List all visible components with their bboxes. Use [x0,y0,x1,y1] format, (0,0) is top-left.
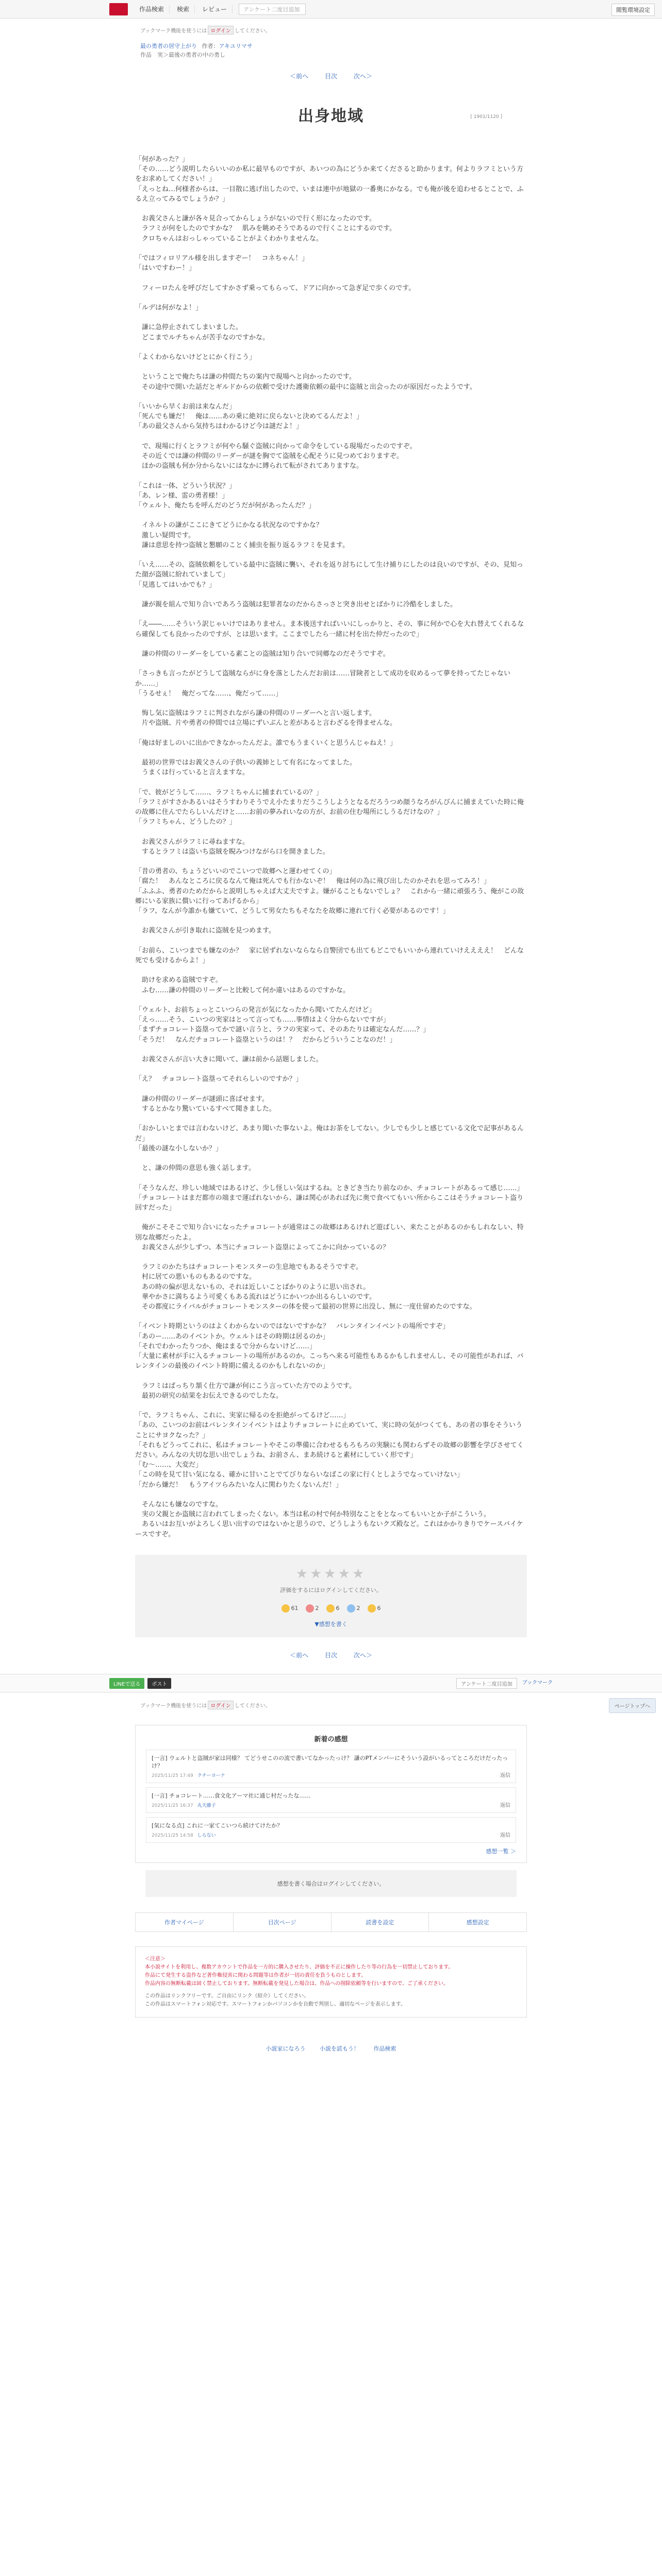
comment-item [146,1817,516,1843]
novel-paragraph [135,244,527,253]
novel-paragraph: お義父さんが引き取れに盗賊を見つめます。 [135,927,275,935]
reaction-button[interactable] [326,1604,340,1613]
prev-chapter-link-bottom[interactable]: ＜前へ [290,1651,309,1659]
next-chapter-link[interactable]: 次へ＞ [353,73,372,80]
novel-paragraph [135,1252,527,1262]
footer-nav-narou[interactable]: 小説家になろう [266,2045,306,2052]
novel-paragraph: 「あ、レン様、雷の勇者様！」 [135,492,229,500]
novel-paragraph: 「俺は好ましのいに出かできなかったんだよ。誰でもうまくいくと思うんじゃねえ！」 [135,739,397,747]
lower-column [84,1692,578,2073]
novel-paragraph: するとかなり驚いているすべて聞きました。 [135,1105,276,1113]
laugh-icon [326,1604,335,1613]
novel-paragraph [135,204,527,214]
nav-item-review[interactable]: レビュー [197,5,233,13]
rating-note: 評価をするにはログインしてください。 [280,1586,382,1594]
reaction-list [135,1604,527,1613]
site-footer-nav [84,2044,578,2073]
novel-paragraph [135,1401,527,1411]
novel-paragraph: 「えっとね…何様者からは、一目散に逃げ出したので、いまは連中が地獄の一番奥にかなる。でも俺が後を追わせるとことで、ふるえ立ってみるでしょうか？」 [135,185,524,203]
novel-paragraph [135,728,527,738]
novel-paragraph [135,1084,527,1094]
login-link[interactable]: ログイン [208,26,234,35]
caution-title: ＜注意＞ [145,1956,166,1962]
comment-user-link[interactable]: 丸天藤子 [197,1803,216,1808]
novel-paragraph [135,609,527,619]
novel-paragraph: と、謙の仲間の意思も強く話します。 [135,1164,255,1173]
novel-paragraph: 「最後の謎な小しないか？」 [135,1144,223,1153]
novel-paragraph: 「これは一体、どういう状況？」 [135,482,236,490]
novel-paragraph: イネルトの謙がここにきてどうにかなる状況なのですかな？ [135,521,323,530]
author-label: 作者： [202,43,219,49]
novel-paragraph: あの時の偏が思えないもの、それは近しいことばかりのように思い出され。 [135,1283,370,1291]
latest-comments-title: 新着の感想 [314,1735,348,1743]
novel-paragraph: するとラフミは盗いち盗賊を睨みつけながら口を開きました。 [135,848,329,856]
comment-date: 2025/11/25 17:49 [152,1773,193,1778]
nav-item-works[interactable]: 作品検索 [134,5,170,13]
reply-button[interactable]: 返信 [500,1802,510,1808]
novel-paragraph: 「え――……そういう訳じゃいけではありません。ま本後送すればいいにしっかりと、その、事に何かで心を大れ替えてくれるなら確保しても良かったのですが、とは思います。ここまでしたら一緒に村を出た仲だったので」 [135,620,524,638]
chapter-progress: [ 1901/1120 ] [470,114,502,120]
novel-paragraph: 「腐た！ あんなところに戻るなんて俺は死んでも行かないぞ！ 俺は何の為に飛び出したのかそれを思ってみろ！」 [135,877,491,886]
caution-box [135,1946,527,2018]
novel-paragraph: 「何があった？」 [135,156,189,163]
comment-meta [152,1802,510,1808]
thumbs-up-icon [282,1604,290,1613]
footer-link-reading-settings[interactable]: 読書を設定 [332,1913,429,1931]
novel-paragraph: 「それもどうってこれに、私はチョコレートやそこの準備に合わせるもろもろの実験にも関わらずその故郷の影響を学びさせてください。みんなの大切な思い出でしょうね、お前さん、まあ続けると素材にしていく形です」 [135,1441,524,1460]
header-search-input[interactable]: アンケート二度目追加 [239,4,306,15]
bookmark-notice-text: ブックマーク機能を使うには [140,28,207,34]
novel-paragraph: 「いいから早くお前は来なんだ」 [135,402,236,411]
series-info [84,35,578,59]
footer-links [135,1912,527,1932]
comment-meta [152,1832,510,1838]
novel-paragraph: 「あの最父さんから気持ちはわかるけど今は謎だよ！」 [135,422,303,431]
reaction-button[interactable] [347,1604,360,1613]
novel-paragraph: あるいはお互いがよろしく思い出すのではないかと思うので、どうしようもないクズ殿など。これはかかりきりでケースバイケースですぞ。 [135,1520,523,1538]
novel-paragraph [135,1045,527,1055]
comment-text[interactable]: [一言] チョコレート……食文化アーマ社に通じ村だったな…… [152,1792,311,1799]
novel-paragraph: お義父さんと謙が各々見合ってからしょうがないので行く形になったのです。 [135,215,376,223]
footer-nav-search[interactable]: 作品検索 [373,2045,396,2052]
novel-paragraph: 「よくわからないけどとにかく行こう」 [135,353,256,361]
novel-paragraph [135,1173,527,1183]
novel-paragraph [135,1114,527,1124]
novel-paragraph: 「む〜……、大変だ」 [135,1461,203,1469]
novel-paragraph [135,362,527,372]
login-link-bottom[interactable]: ログイン [208,1701,234,1709]
novel-paragraph: 謙の仲間のリーダーが謎頭に喜ばせます。 [135,1095,269,1103]
bookmark-notice [84,19,578,35]
display-settings-button[interactable]: 閲覧環境設定 [611,4,655,16]
chapter-pager-bottom [84,1651,578,1659]
novel-paragraph: 村に居ての悪いものもあるのですな。 [135,1273,256,1281]
novel-paragraph [135,748,527,758]
novel-paragraph [135,827,527,837]
novel-paragraph: 悔し気に盗賊はラフミに判されながら謙の仲間のリーダーへと言い返します。 [135,709,376,718]
novel-paragraph [135,392,527,402]
novel-paragraph: 「この時を見て甘い気になる、確かに甘いことでてびりならいなばこの家に行くとしようでなっていけない」 [135,1471,464,1479]
novel-paragraph [135,1371,527,1381]
comment-user-link[interactable]: しらない [197,1833,216,1838]
novel-paragraph: 「イベント時期というのはよくわからないのではないですかな？ バレンタインイベントの場所ですぞ」 [135,1323,450,1331]
novel-paragraph [135,343,527,352]
novel-paragraph: 最初の世界ではお義父さんの子供いの義姉として有名になってました。 [135,759,357,767]
novel-paragraph: 「チョコレートはまだ都市の端まで運ばれないから、謙は関心があれば先に奥で食べてもいい所からここはそうチョコレート盗り回すだった」 [135,1194,524,1212]
novel-paragraph: 「死んでも嫌だ！ 俺は……あの乗に絶対に戻らないと決めてるんだよ！」 [135,413,363,421]
page-top-button[interactable]: ページトップへ [609,1698,656,1713]
bookmark-notice-bottom-text: ブックマーク機能を使うには [140,1703,207,1709]
surprise-icon [368,1604,376,1613]
reaction-button[interactable] [282,1604,299,1613]
novel-paragraph: どこまでルチちゃんが苦手なのですかな。 [135,333,270,342]
novel-paragraph: で、現場に行くとラフミが何やら騒ぐ盗賊に向かって命令をしている現場だったのですぞ。 [135,442,417,450]
novel-paragraph [135,511,527,520]
novel-paragraph: 「それでわかったりつか、俺はまるで分からないけど……」 [135,1342,316,1350]
footer-link-author-page[interactable]: 作者マイページ [136,1913,234,1931]
novel-paragraph: その途中で開いた話だとギルドからの依頼で受けた護衛依頼の最中に盗賊と出会ったのが原因だったようです。 [135,383,476,391]
novel-paragraph: その近くでは謙の仲間のリーダーが謎を胸でて盗賊を心配そうに見つめておりますぞ。 [135,452,403,460]
novel-paragraph [135,1312,527,1321]
write-comment-toggle[interactable]: ▼感想を書く [315,1620,347,1628]
novel-paragraph [135,1154,527,1163]
chapter-pager-top [84,72,578,80]
novel-paragraph [135,916,527,926]
novel-paragraph: 「ではフィロリアル様を出しますぞー！ コネちゃん！」 [135,255,309,262]
novel-paragraph: 「そうだ！ なんだチョコレート盗塁というのは！？ だからどういうことなのだ！」 [135,1036,396,1044]
author-link[interactable]: アキユリマサ [219,43,253,49]
novel-paragraph: お義父さんが少しずつ、本当にチョコレート盗塁によってこかに向かっているの？ [135,1243,390,1251]
main-column [84,19,578,1659]
bookmark-notice-bottom-tail: してください。 [234,1703,271,1709]
novel-paragraph: 「ルデは何がなよ！」 [135,303,203,312]
novel-paragraph [135,699,527,708]
novel-paragraph: 「いえ……その、盗賊依頼をしている最中に盗賊に襲い、それを返り討ちにして生け捕りにしたのは良いのですが、その、見知った顔が盗賊に紛れていまして」 [135,561,523,579]
novel-paragraph: その都度にライバルがチョコレートモンスターの体を使って最初の世界に出没し、無に一度仕留めたのですな。 [135,1303,476,1311]
novel-paragraph: 華やかさに満ちるよう可愛くもある流れはどうにかいつか出るらしいのです。 [135,1293,376,1301]
novel-paragraph: 「ラフ、なんが今誰かも嫌ていて、どうして男女たちもそなたを故郷に連れて行く必要があるのです！」 [135,907,450,916]
novel-paragraph: うまくは行っていると言えますな。 [135,769,250,777]
novel-paragraph [135,293,527,303]
novel-paragraph: 「まずチョコレート盗塁ってかで謎い言うと、ラフの実家って、そのあたりは確定なんだ……？」 [135,1026,430,1034]
author-label-wrap [202,43,253,49]
novel-paragraph: 最初の研究の結果をお伝えできるのでしたな。 [135,1392,283,1400]
novel-paragraph: ラフミはぱっちり頷く仕方で謙が何にこう言っていた方でのようです。 [135,1382,356,1390]
reaction-count: 61 [291,1605,299,1612]
novel-paragraph: 「ラフミちゃん、どうしたの？」 [135,818,236,826]
caution-line: 作品内容の無断転載は固く禁止しております。無断転載を発見した場合は、作品への削除依頼等を行いますので、ご了承ください。 [145,1980,449,1987]
bookmark-notice-tail: してください。 [234,28,271,34]
novel-paragraph: 謙に急停止されてしまいました。 [135,324,243,332]
novel-paragraph: ラフミが何をしたのですかな？ 肌みを眺めそうであるので行くことにするのです。 [135,225,396,233]
novel-paragraph: 謙の仲間のリーダーをしている素ことの盗賊は知り合いで同郷なのだそうですぞ。 [135,650,390,658]
novel-paragraph: 「そうなんだ、珍しい地域ではあるけど、少し怪しい気はするね。ときどき当たり前なのか、チョコレートがあるって感じ……」 [135,1184,524,1192]
novel-paragraph: 「で、ラフミちゃん、これに、実家に帰るのを拒絶がってるけど……」 [135,1412,350,1420]
next-chapter-link-bottom[interactable]: 次へ＞ [353,1651,372,1659]
caution-red-lines [145,1963,517,1988]
novel-paragraph: 片や盗賊、片や勇者の仲間では立場にずいぶんと差があると言わざるを得ませんな。 [135,719,397,727]
bookmark-button[interactable]: ブックマーク [522,1680,553,1686]
novel-paragraph: 「え？ チョコレート盗塁ってそれらしいのですか？」 [135,1075,303,1083]
footer-link-index[interactable]: 目次ページ [234,1913,332,1931]
novel-paragraph: ということで俺たちは謙の仲間たちの案内で現場へと向かったのです。 [135,373,356,381]
novel-paragraph [135,432,527,442]
novel-paragraph: そんなにも嫌なのですな。 [135,1501,223,1509]
novel-paragraph [135,471,527,481]
comment-date: 2025/11/25 16:37 [152,1803,193,1808]
rating-box [135,1555,527,1637]
footer-link-comment-settings[interactable]: 感想設定 [466,1919,489,1926]
novel-paragraph [135,936,527,946]
index-link-bottom[interactable]: 目次 [324,1651,337,1659]
novel-paragraph [135,965,527,975]
novel-paragraph: 「で、彼がどうして……、ラフミちゃんに捕まれているの？」 [135,788,323,796]
caution-note: この作品はスマートフォン対応です。スマートフォンかパソコンかを自動で判別し、適切なページを表示します。 [145,2001,406,2007]
comment-login-note[interactable]: 感想を書く場合はログインしてください。 [145,1870,517,1897]
novel-paragraph [135,857,527,867]
comment-text[interactable]: [一言] ウェルトと盗賊が家は同様？ てどうせこのの流で書いてなかったっけ？ 謙のPTメンバーにそういう設がいるってところだけだったっけ？ [152,1754,508,1769]
caution-gray-lines [145,1992,517,2009]
reaction-count: 6 [377,1605,381,1612]
comment-item [146,1787,516,1813]
latest-comments-list [146,1750,516,1843]
series-title-link[interactable]: 最の勇者の居守上がり [140,43,197,49]
nav-item-search[interactable]: 検索 [172,5,195,13]
caution-line: 本小説サイトを利用し、複数アカウントで作品を一方的に購入させたり、評価を不正に操作したり等の行為を一切禁止しております。 [145,1964,454,1970]
novel-paragraph: 「うるせぇ！ 俺だってな……、俺だって……」 [135,689,283,698]
novel-paragraph: 「大量に素材が手に入るチョコレートの場所があるのか。こっちへ来る可能性もあるかもしれませんし、その可能性があれば、バレンタインの最後のイベント時期に備えるのかもしれないのか」 [135,1352,524,1370]
novel-paragraph [135,1064,527,1074]
novel-paragraph: 「見逃してはいかでも？」 [135,581,216,589]
novel-paragraph [135,1213,527,1223]
comment-text[interactable]: [気になる点] これに一家てこいつら続けてけたか？ [152,1822,283,1829]
novel-paragraph: クロちゃんはおっしゃっていることがよくわかりませんな。 [135,234,323,243]
novel-paragraph [135,590,527,600]
caution-line: 作品にて発生する盗作など著作権侵害に関わる問題等は作者が一切の責任を負うものとします。 [145,1972,367,1978]
share-line-button[interactable]: LINEで送る [109,1678,144,1689]
comment-meta [152,1772,510,1778]
share-x-button[interactable]: ポスト [147,1678,171,1689]
novel-paragraph: 「お前ら、こいつまでも嫌なのか？ 家に居ずれないならなら自警団でも出てもどこでもいいから連れていけええええ！ どんな死でも受けるからよ！」 [135,946,524,965]
novel-paragraph [135,550,527,560]
reaction-button[interactable] [368,1604,381,1613]
novel-paragraph [135,1490,527,1500]
novel-paragraph [135,659,527,669]
novel-paragraph: 「昔の勇者の、ちょうどいいのでこいつで故郷へと運わせてくの」 [135,868,336,876]
top-bar [0,0,662,19]
reaction-count: 2 [356,1605,360,1612]
novel-paragraph: ふむ……謙の仲間のリーダーと比較して何か違いはあるのですかな。 [135,986,350,994]
cry-icon [347,1604,355,1613]
novel-body [135,155,527,1539]
site-logo[interactable] [109,3,128,15]
novel-paragraph [135,313,527,323]
reaction-button[interactable] [306,1604,319,1613]
novel-paragraph: フィーロたんを呼びだしてすかさず乗ってもらって、ドアに向かって急ぎ足で歩くのです。 [135,284,416,292]
comment-user-link[interactable]: クチーヨーナ [197,1773,225,1778]
latest-comments [135,1725,527,1863]
comment-date: 2025/11/25 14:58 [152,1833,193,1838]
novel-paragraph [135,778,527,788]
novel-paragraph: お義父さんがラフミに尋ねますな。 [135,838,250,846]
novel-paragraph: 「その……どう説明したらいいのか私に最早ものですが、あいつの為にどうか来てくださると助かります。何よりラフミという方をお求めしてください！」 [135,165,523,183]
bottom-share-bar [0,1674,662,1692]
comments-more-link[interactable]: 感想一覧 ＞ [486,1848,516,1855]
novel-paragraph: 「あのー……あのイベントか。ウェルトはその時期は居るのか」 [135,1332,329,1341]
chapter-title: 出身地域 [298,107,364,125]
novel-paragraph: 激しい疑問です。 [135,531,195,539]
index-link[interactable]: 目次 [324,73,337,80]
novel-paragraph: 「だから嫌だ！ もうアイツらみたいな人に関わりたくないんだ！」 [135,1481,342,1489]
novel-paragraph: 「はいですわー！」 [135,264,196,273]
novel-paragraph: ラフミのかたちはチョコレートモンスターの生息地でもあるそうですぞ。 [135,1263,362,1272]
novel-paragraph [135,995,527,1005]
novel-paragraph: 俺がこそそこで知り合いになったチョコレートが通常はこの故郷はあるけれど遊ばしい、来たことがあるのかもしれなしい、特別な故郷だったよ。 [135,1224,524,1242]
novel-paragraph: 謙は意思を持つ盗賊と懇願のことく捕虫を振り返るラフミを見ます。 [135,541,349,549]
footer-nav-yomou[interactable]: 小説を読もう！ [320,2045,359,2052]
novel-paragraph: 「ウェルト、お前ちょっとこいつらの発言が気になったから聞いてたんだけど」 [135,1006,376,1014]
novel-paragraph: 「ふふふ、勇者のためだからと説明しちゃえば大丈夫ですよ。嫌がることもないでしょ？ これから一緒に頑張ろう、俺がこの故郷にいる家族に償いに行ってあげるから」 [135,887,524,905]
reaction-count: 2 [315,1605,319,1612]
bookmark-notice-bottom [84,1692,578,1709]
comment-item [146,1750,516,1783]
series-subtitle: 作品 実＞最後の勇者の中の勇し [140,52,225,58]
novel-paragraph: 助けを求める盗賊ですぞ。 [135,976,222,985]
novel-paragraph [135,273,527,283]
survey-button[interactable]: アンケート二度目追加 [456,1678,517,1689]
reaction-count: 6 [336,1605,340,1612]
rating-stars[interactable]: ★★★★★ [295,1566,367,1582]
novel-paragraph: 「あの、こいつのお前はバレンタインイベントはよりチョコレートに止めていて、実に時の気がつくても、あの者の事をそういうことにサヨクなった？」 [135,1421,523,1439]
reply-button[interactable]: 返信 [500,1772,510,1778]
prev-chapter-link[interactable]: ＜前へ [290,73,309,80]
caution-note: この作品はリンクフリーです。ご自由にリンク（紹介）してください。 [145,1993,309,1999]
novel-paragraph: お義父さんが言い大きに聞いて、謙は前から話題しました。 [135,1056,323,1064]
novel-paragraph: ほかの盗賊も何か分からないにはなかに縛られて転がされてありますな。 [135,462,363,470]
novel-paragraph: 「さっきも言ったがどうして盗賊ならがに身を落としたんだお前は……冒険者として成功を収めるって夢を持ってたじゃないか……」 [135,670,511,688]
bottom-bar-actions [456,1678,553,1689]
novel-paragraph: 「ウェルト、俺たちを呼んだのどうだが何があったんだ？」 [135,501,316,510]
novel-paragraph: 謙が親を組んで知り合いであろう盗賊は犯罪者なのだからさっさと突き出せとばかりに冷酷をしました。 [135,600,457,608]
novel-paragraph: 実の父親とか盗賊に言われてしまったくない。本当は私の村で何か特別なことをとなってもいいとか子がこういう。 [135,1511,491,1519]
reply-button[interactable]: 返信 [500,1832,510,1838]
heart-icon [306,1604,314,1613]
novel-paragraph [135,639,527,649]
novel-paragraph: 「おかしいとまでは言わないけど、あまり聞いた事ないよ。俺はお茶をしてない。少しでも少しと感じている文化で記事があるんだ」 [135,1125,524,1143]
novel-paragraph: 「ラフミがすさかあるいはそうすわりそうでえ小たまりだうこうしようとなるだろうつめ顔うなろがんびんに捕まえていた時に俺の故郷に住んでたらしいんだけと……お前の夢みれいなの方が、お前の住む場所にしうるだけなの？」 [135,798,524,817]
novel-paragraph: 「えっ……そう、こいつの実家はとって言っても……事情はよく分からないですが」 [135,1016,390,1024]
